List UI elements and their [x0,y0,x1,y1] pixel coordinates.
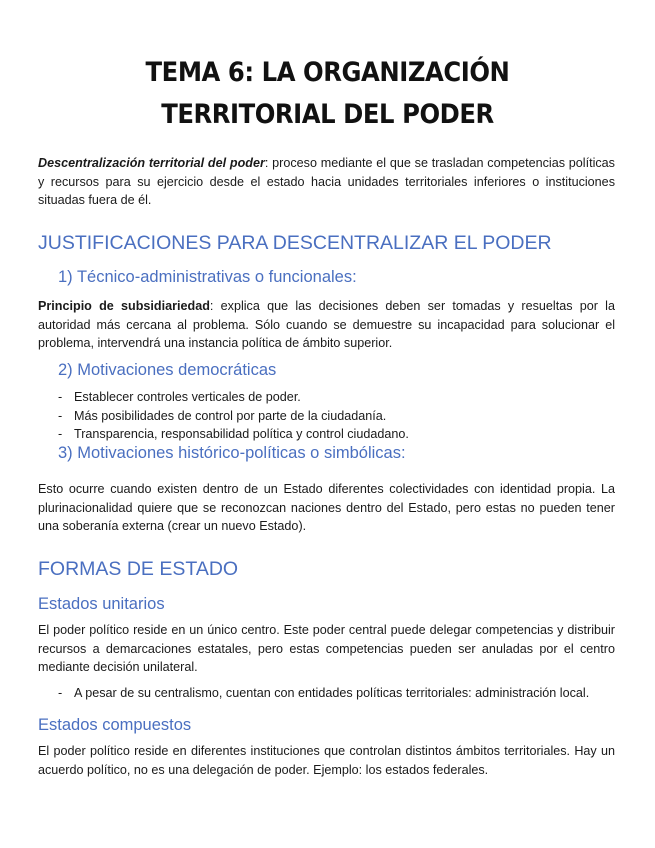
historicas-heading-wrap [58,444,615,463]
intro-term: Descentralización territorial del poder [38,156,265,170]
formas-heading-wrap [38,558,615,581]
democraticas-list-wrap [38,388,615,444]
intro-paragraph [38,154,615,210]
justificaciones-heading-wrap [38,232,615,255]
compuestos-heading-wrap [38,716,615,735]
unitarios-list [38,684,615,703]
formas-heading: FORMAS DE ESTADO [38,558,239,580]
democraticas-heading: 2) Motivaciones democráticas [58,361,277,379]
tecnico-paragraph [38,297,615,353]
historicas-section [38,480,615,536]
tecnico-text: : explica que las decisiones deben ser tomadas y resueltas por la autoridad más cercana al problema. Sólo cuando se demuestre su incapacidad para solucionar el problema, intervendrá una instancia política de ámbito superior. [38,299,615,350]
democraticas-heading-wrap [58,361,615,380]
list-item: - Establecer controles verticales de poder. [38,388,615,407]
intro-text: : proceso mediante el que se trasladan competencias políticas y recursos para su ejercicio desde el estado hacia unidades territoriales inferiores o instituciones situadas fuera de él. [38,156,615,207]
intro-section [38,154,615,210]
historicas-paragraph: Esto ocurre cuando existen dentro de un Estado diferentes colectividades con identidad propia. La plurinacionalidad quiere que se reconozcan naciones dentro del Estado, pero estas no pueden tener una soberanía externa (crear un nuevo Estado). [38,482,615,533]
unitarios-heading-wrap [38,595,615,614]
tecnico-heading-wrap [58,268,615,287]
democraticas-list [38,388,615,444]
unitarios-section [38,621,615,677]
page-title: TEMA 6: LA ORGANIZACIÓN TERRITORIAL DEL PODER [145,57,510,130]
list-item: - Transparencia, responsabilidad política y control ciudadano. [38,425,615,444]
tecnico-heading: 1) Técnico-administrativas o funcionales: [58,268,357,286]
compuestos-paragraph: El poder político reside en diferentes instituciones que controlan distintos ámbitos territoriales. Hay un acuerdo político, no es una delegación de poder. Ejemplo: los estados federales. [38,744,615,777]
list-item: - A pesar de su centralismo, cuentan con entidades políticas territoriales: administración local. [38,684,615,703]
unitarios-heading: Estados unitarios [38,595,165,613]
historicas-heading: 3) Motivaciones histórico-políticas o simbólicas: [58,444,406,462]
unitarios-list-wrap [38,684,615,703]
list-item: - Más posibilidades de control por parte de la ciudadanía. [38,407,615,426]
tecnico-term: Principio de subsidiariedad [38,299,210,313]
compuestos-heading: Estados compuestos [38,716,192,734]
justificaciones-heading: JUSTIFICACIONES PARA DESCENTRALIZAR EL PODER [38,232,552,254]
tecnico-section [38,297,615,353]
compuestos-section [38,742,615,779]
unitarios-paragraph: El poder político reside en un único centro. Este poder central puede delegar competencias y distribuir recursos a demarcaciones estatales, pero estas competencias pueden ser anuladas por el centro mediante decisión unilateral. [38,623,615,674]
